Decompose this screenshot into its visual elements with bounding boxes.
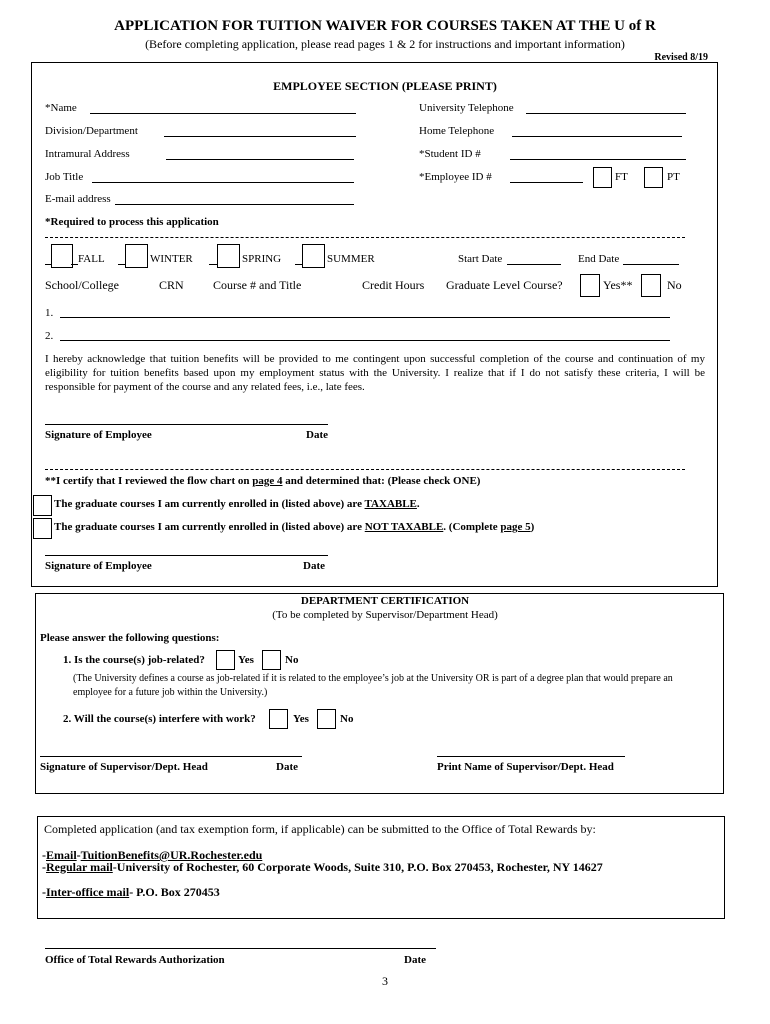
pt-label: PT	[667, 171, 680, 183]
job-related-note: (The University defines a course as job-related if it is related to the employee’s job at the University OR is part of a degree plan that would prepare an employee for a future job within the University.)	[73, 673, 673, 698]
authorization-label: Office of Total Rewards Authorization	[45, 954, 225, 966]
employee-signature-date-2: Date	[303, 560, 325, 572]
employee-id-label: *Employee ID #	[419, 171, 492, 183]
supervisor-print-name-label: Print Name of Supervisor/Dept. Head	[437, 761, 614, 773]
supervisor-print-name-line[interactable]	[437, 756, 625, 757]
job-related-yes-checkbox[interactable]	[216, 650, 235, 670]
intramural-address-field[interactable]	[166, 159, 354, 160]
interfere-question: 2. Will the course(s) interfere with work?	[63, 713, 256, 725]
page-4-link[interactable]: page 4	[252, 475, 283, 487]
required-note: *Required to process this application	[45, 216, 219, 228]
name-label: *Name	[45, 102, 77, 114]
employee-signature-date-1: Date	[306, 429, 328, 441]
pt-checkbox[interactable]	[644, 167, 663, 188]
start-date-label: Start Date	[458, 253, 503, 265]
home-telephone-label: Home Telephone	[419, 125, 495, 137]
employee-signature-label-2: Signature of Employee	[45, 560, 152, 572]
start-date-field[interactable]	[507, 264, 561, 265]
employee-signature-line-1[interactable]	[45, 424, 328, 425]
fall-label: FALL	[78, 253, 105, 265]
interfere-no-label: No	[340, 713, 354, 725]
summer-checkbox[interactable]	[302, 244, 325, 268]
job-title-field[interactable]	[92, 182, 354, 183]
not-taxable-checkbox[interactable]	[33, 518, 52, 539]
end-date-label: End Date	[578, 253, 620, 265]
end-date-field[interactable]	[623, 264, 679, 265]
department-prompt: Please answer the following questions:	[40, 632, 220, 644]
section-divider	[45, 237, 685, 238]
graduate-level-header: Graduate Level Course?	[446, 278, 563, 292]
submission-interoffice-mail: -Inter-office mail- P.O. Box 270453	[42, 885, 220, 899]
division-label: Division/Department	[45, 125, 138, 137]
course-row-1-number: 1.	[45, 307, 54, 319]
university-telephone-field[interactable]	[526, 113, 686, 114]
spring-blank	[209, 264, 217, 265]
employee-signature-line-2[interactable]	[45, 555, 328, 556]
form-subtitle: (Before completing application, please read pages 1 & 2 for instructions and important information)	[145, 37, 625, 51]
summer-blank	[295, 264, 302, 265]
job-title-label: Job Title	[45, 171, 84, 183]
taxable-option: The graduate courses I am currently enrolled in (listed above) are TAXABLE.	[54, 498, 420, 510]
intramural-address-label: Intramural Address	[45, 148, 130, 160]
form-title: APPLICATION FOR TUITION WAIVER FOR COURSES TAKEN AT THE U of R	[114, 18, 656, 34]
submission-intro: Completed application (and tax exemption form, if applicable) can be submitted to the Office of Total Rewards by:	[44, 822, 596, 836]
job-related-yes-label: Yes	[238, 654, 254, 666]
home-telephone-field[interactable]	[512, 136, 682, 137]
department-subtitle: (To be completed by Supervisor/Department Head)	[272, 609, 498, 621]
course-title-header: Course # and Title	[213, 278, 302, 292]
job-related-no-label: No	[285, 654, 299, 666]
revised-date: Revised 8/19	[654, 52, 708, 63]
supervisor-signature-date: Date	[276, 761, 298, 773]
school-college-header: School/College	[45, 278, 119, 292]
taxable-checkbox[interactable]	[33, 495, 52, 516]
winter-blank	[118, 264, 125, 265]
job-related-question: 1. Is the course(s) job-related?	[63, 654, 205, 666]
university-telephone-label: University Telephone	[419, 102, 514, 114]
interfere-no-checkbox[interactable]	[317, 709, 336, 729]
graduate-no-label: No	[667, 278, 682, 292]
course-row-2-number: 2.	[45, 330, 54, 342]
employee-signature-label-1: Signature of Employee	[45, 429, 152, 441]
submission-email: -Email-TuitionBenefits@UR.Rochester.edu	[42, 848, 263, 862]
email-field[interactable]	[115, 204, 354, 205]
division-field[interactable]	[164, 136, 356, 137]
certify-statement: **I certify that I reviewed the flow chart on page 4 and determined that: (Please check ONE)	[45, 475, 481, 487]
student-id-label: *Student ID #	[419, 148, 481, 160]
ft-checkbox[interactable]	[593, 167, 612, 188]
authorization-date: Date	[404, 954, 426, 966]
employee-section-title: EMPLOYEE SECTION (PLEASE PRINT)	[273, 79, 497, 93]
department-title: DEPARTMENT CERTIFICATION	[300, 595, 470, 607]
name-field[interactable]	[90, 113, 356, 114]
spring-label: SPRING	[242, 253, 282, 265]
authorization-signature-line[interactable]	[45, 948, 436, 949]
fall-underline	[71, 264, 78, 265]
course-row-1-field[interactable]	[60, 317, 670, 318]
winter-label: WINTER	[150, 253, 193, 265]
interfere-yes-checkbox[interactable]	[269, 709, 288, 729]
graduate-yes-checkbox[interactable]	[580, 274, 600, 297]
course-row-2-field[interactable]	[60, 340, 670, 341]
fall-checkbox[interactable]	[51, 244, 73, 268]
employee-id-field[interactable]	[510, 182, 583, 183]
job-related-no-checkbox[interactable]	[262, 650, 281, 670]
certify-divider	[45, 469, 685, 470]
supervisor-signature-line[interactable]	[40, 756, 302, 757]
acknowledgement-text: I hereby acknowledge that tuition benefits will be provided to me contingent upon successful completion of the course and continuation of my eligibility for tuition benefits based upon my employment status with the University. I realize that if I do not satisfy these criteria, I will be responsible for payment of the course and any related fees, i.e., late fees.	[45, 353, 705, 393]
not-taxable-option: The graduate courses I am currently enrolled in (listed above) are NOT TAXABLE. (Complete page 5)	[54, 521, 535, 533]
graduate-yes-label: Yes**	[603, 278, 633, 292]
graduate-no-checkbox[interactable]	[641, 274, 661, 297]
supervisor-signature-label: Signature of Supervisor/Dept. Head	[40, 761, 208, 773]
page-number: 3	[382, 974, 388, 988]
student-id-field[interactable]	[510, 159, 686, 160]
interfere-yes-label: Yes	[293, 713, 309, 725]
winter-checkbox[interactable]	[125, 244, 148, 268]
ft-label: FT	[615, 171, 628, 183]
submission-regular-mail: -Regular mail-University of Rochester, 60 Corporate Woods, Suite 310, P.O. Box 270453, Rochester, NY 14627	[42, 860, 603, 874]
page-5-link[interactable]: page 5	[500, 521, 531, 533]
summer-label: SUMMER	[327, 253, 375, 265]
credit-hours-header: Credit Hours	[362, 278, 425, 292]
email-link[interactable]: TuitionBenefits@UR.Rochester.edu	[80, 848, 263, 862]
crn-header: CRN	[159, 278, 184, 292]
email-label: E-mail address	[45, 193, 111, 205]
spring-checkbox[interactable]	[217, 244, 240, 268]
